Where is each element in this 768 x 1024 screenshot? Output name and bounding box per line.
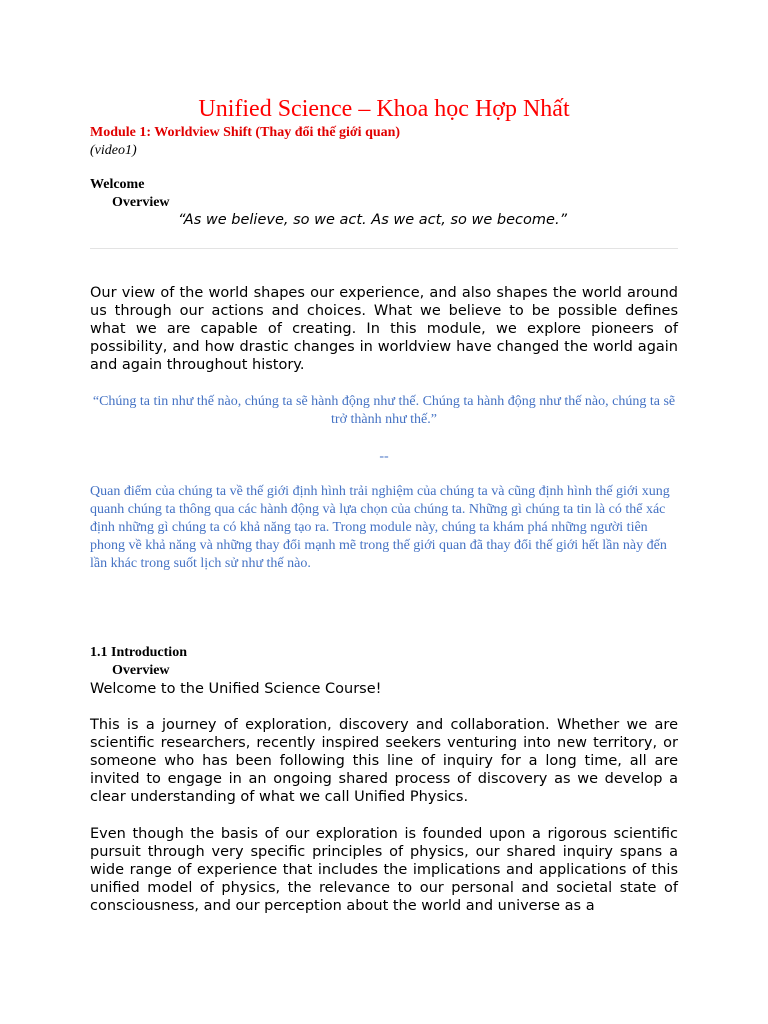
document-title: Unified Science – Khoa học Hợp Nhất — [198, 96, 570, 122]
intro-paragraph-english: Our view of the world shapes our experience, and also shapes the world around us through our actions and choices. What we believe to be possible defines what we are capable of creating. In this module, we explore pioneers of possibility, and how drastic changes in worldview have changed the world again and again throughout history. — [90, 285, 678, 373]
basis-paragraph: Even though the basis of our exploration is founded upon a rigorous scientific pursuit through very specific principles of physics, our shared inquiry spans a wide range of experience that includes the implications and applications of this unified model of physics, the relevance to our personal and societal state of consciousness, and our perception about the world and universe as a — [90, 826, 678, 914]
overview-heading: Overview — [112, 195, 170, 210]
welcome-heading: Welcome — [90, 177, 145, 192]
section-heading-introduction: 1.1 Introduction — [90, 645, 187, 660]
section-divider — [90, 248, 678, 249]
module-heading: Module 1: Worldview Shift (Thay đổi thế giới quan) — [90, 125, 401, 140]
journey-paragraph: This is a journey of exploration, discovery and collaboration. Whether we are scientific researchers, recently inspired seekers venturing into new territory, or someone who has been following this line of inquiry for a long time, all are invited to engage in an ongoing shared process of discovery as we develop a clear understanding of what we call Unified Physics. — [90, 717, 678, 805]
welcome-line: Welcome to the Unified Science Course! — [90, 681, 382, 697]
english-quote: “As we believe, so we act. As we act, so we become.” — [178, 212, 568, 228]
separator-dash: -- — [379, 449, 389, 464]
overview-heading-2: Overview — [112, 663, 170, 678]
vietnamese-quote: “Chúng ta tin như thế nào, chúng ta sẽ hành động như thế. Chúng ta hành động như thế nào, chúng ta sẽ trở thành như thế.” — [92, 394, 676, 427]
intro-paragraph-vietnamese: Quan điểm của chúng ta về thế giới định hình trải nghiệm của chúng ta và cũng định hình thế giới xung quanh chúng ta thông qua các hành động và lựa chọn của chúng ta. Những gì chúng ta tin là có thể xác định những gì chúng ta có khả năng tạo ra. Trong module này, chúng ta khám phá những người tiên phong về khả năng và những thay đổi mạnh mẽ trong thế giới quan đã thay đổi thế giới hết lần này đến lần khác trong suốt lịch sử như thế nào. — [90, 484, 670, 571]
video-label: (video1) — [90, 143, 137, 158]
